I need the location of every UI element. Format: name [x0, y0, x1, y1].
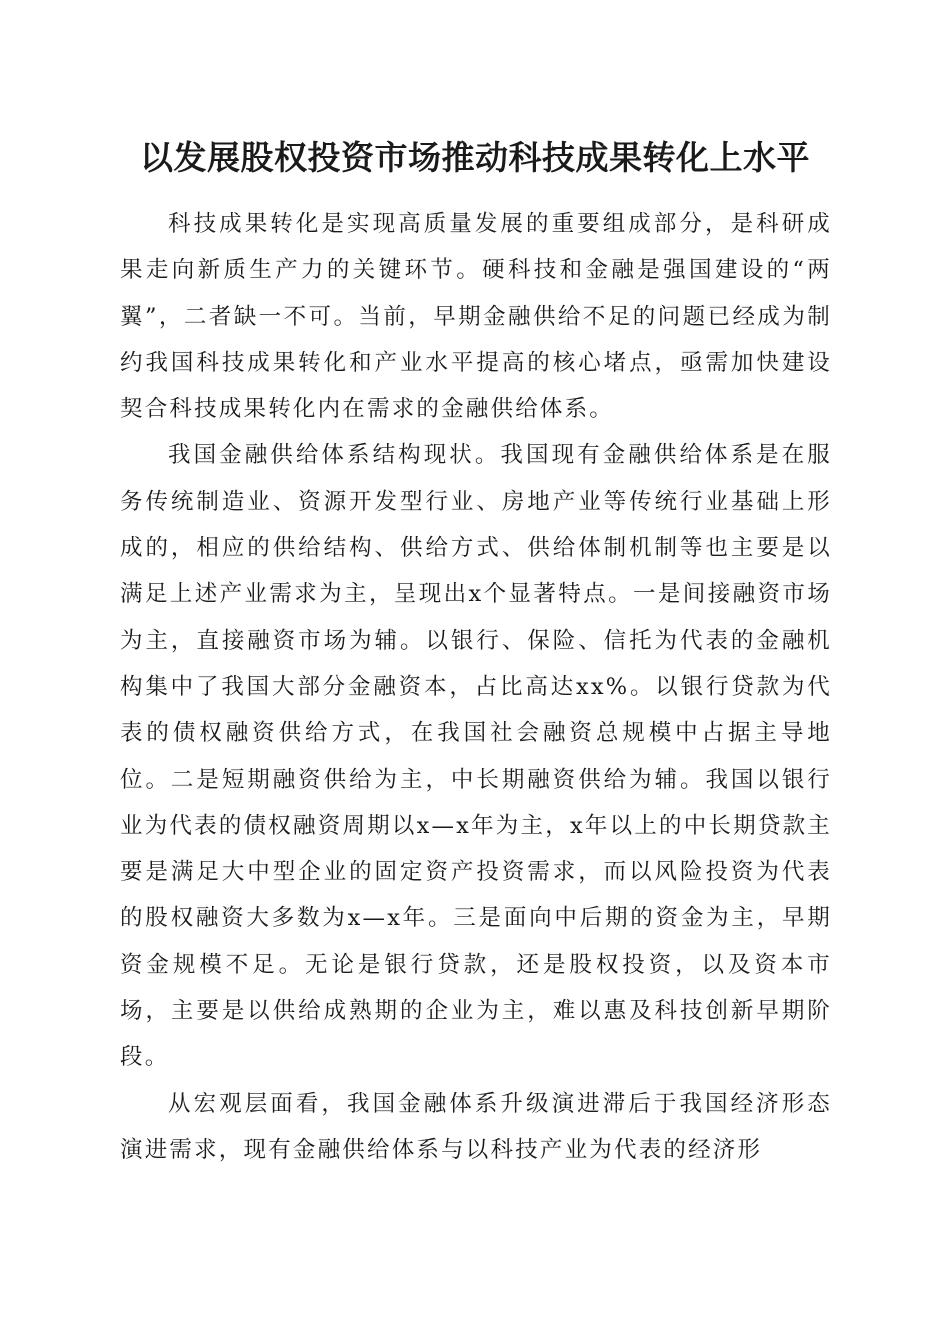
paragraph-intro: 科技成果转化是实现高质量发展的重要组成部分，是科研成果走向新质生产力的关键环节。硬科技和金融是强国建设的“两翼”，二者缺一不可。当前，早期金融供给不足的问题已经成为制约我国科技成果转化和产业水平提高的核心堵点，亟需加快建设契合科技成果转化内在需求的金融供给体系。 — [120, 211, 832, 423]
paragraph-macro-view: 从宏观层面看，我国金融体系升级演进滞后于我国经济形态演进需求，现有金融供给体系与以科技产业为代表的经济形 — [120, 1090, 832, 1163]
paragraph-supply-structure: 我国金融供给体系结构现状。我国现有金融供给体系是在服务传统制造业、资源开发型行业、房地产业等传统行业基础上形成的，相应的供给结构、供给方式、供给体制机制等也主要是以满足上述产业需求为主，呈现出x个显著特点。一是间接融资市场为主，直接融资市场为辅。以银行、保险、信托为代表的金融机构集中了我国大部分金融资本，占比高达xx%。以银行贷款为代表的债权融资供给方式，在我国社会融资总规模中占据主导地位。二是短期融资供给为主，中长期融资供给为辅。我国以银行业为代表的债权融资周期以x—x年为主，x年以上的中长期贷款主要是满足大中型企业的固定资产投资需求，而以风险投资为代表的股权融资大多数为x—x年。三是面向中后期的资金为主，早期资金规模不足。无论是银行贷款，还是股权投资，以及资本市场，主要是以供给成熟期的企业为主，难以惠及科技创新早期阶段。 — [120, 442, 832, 1071]
document-title: 以发展股权投资市场推动科技成果转化上水平 — [140, 138, 810, 177]
document-body — [120, 201, 832, 1174]
